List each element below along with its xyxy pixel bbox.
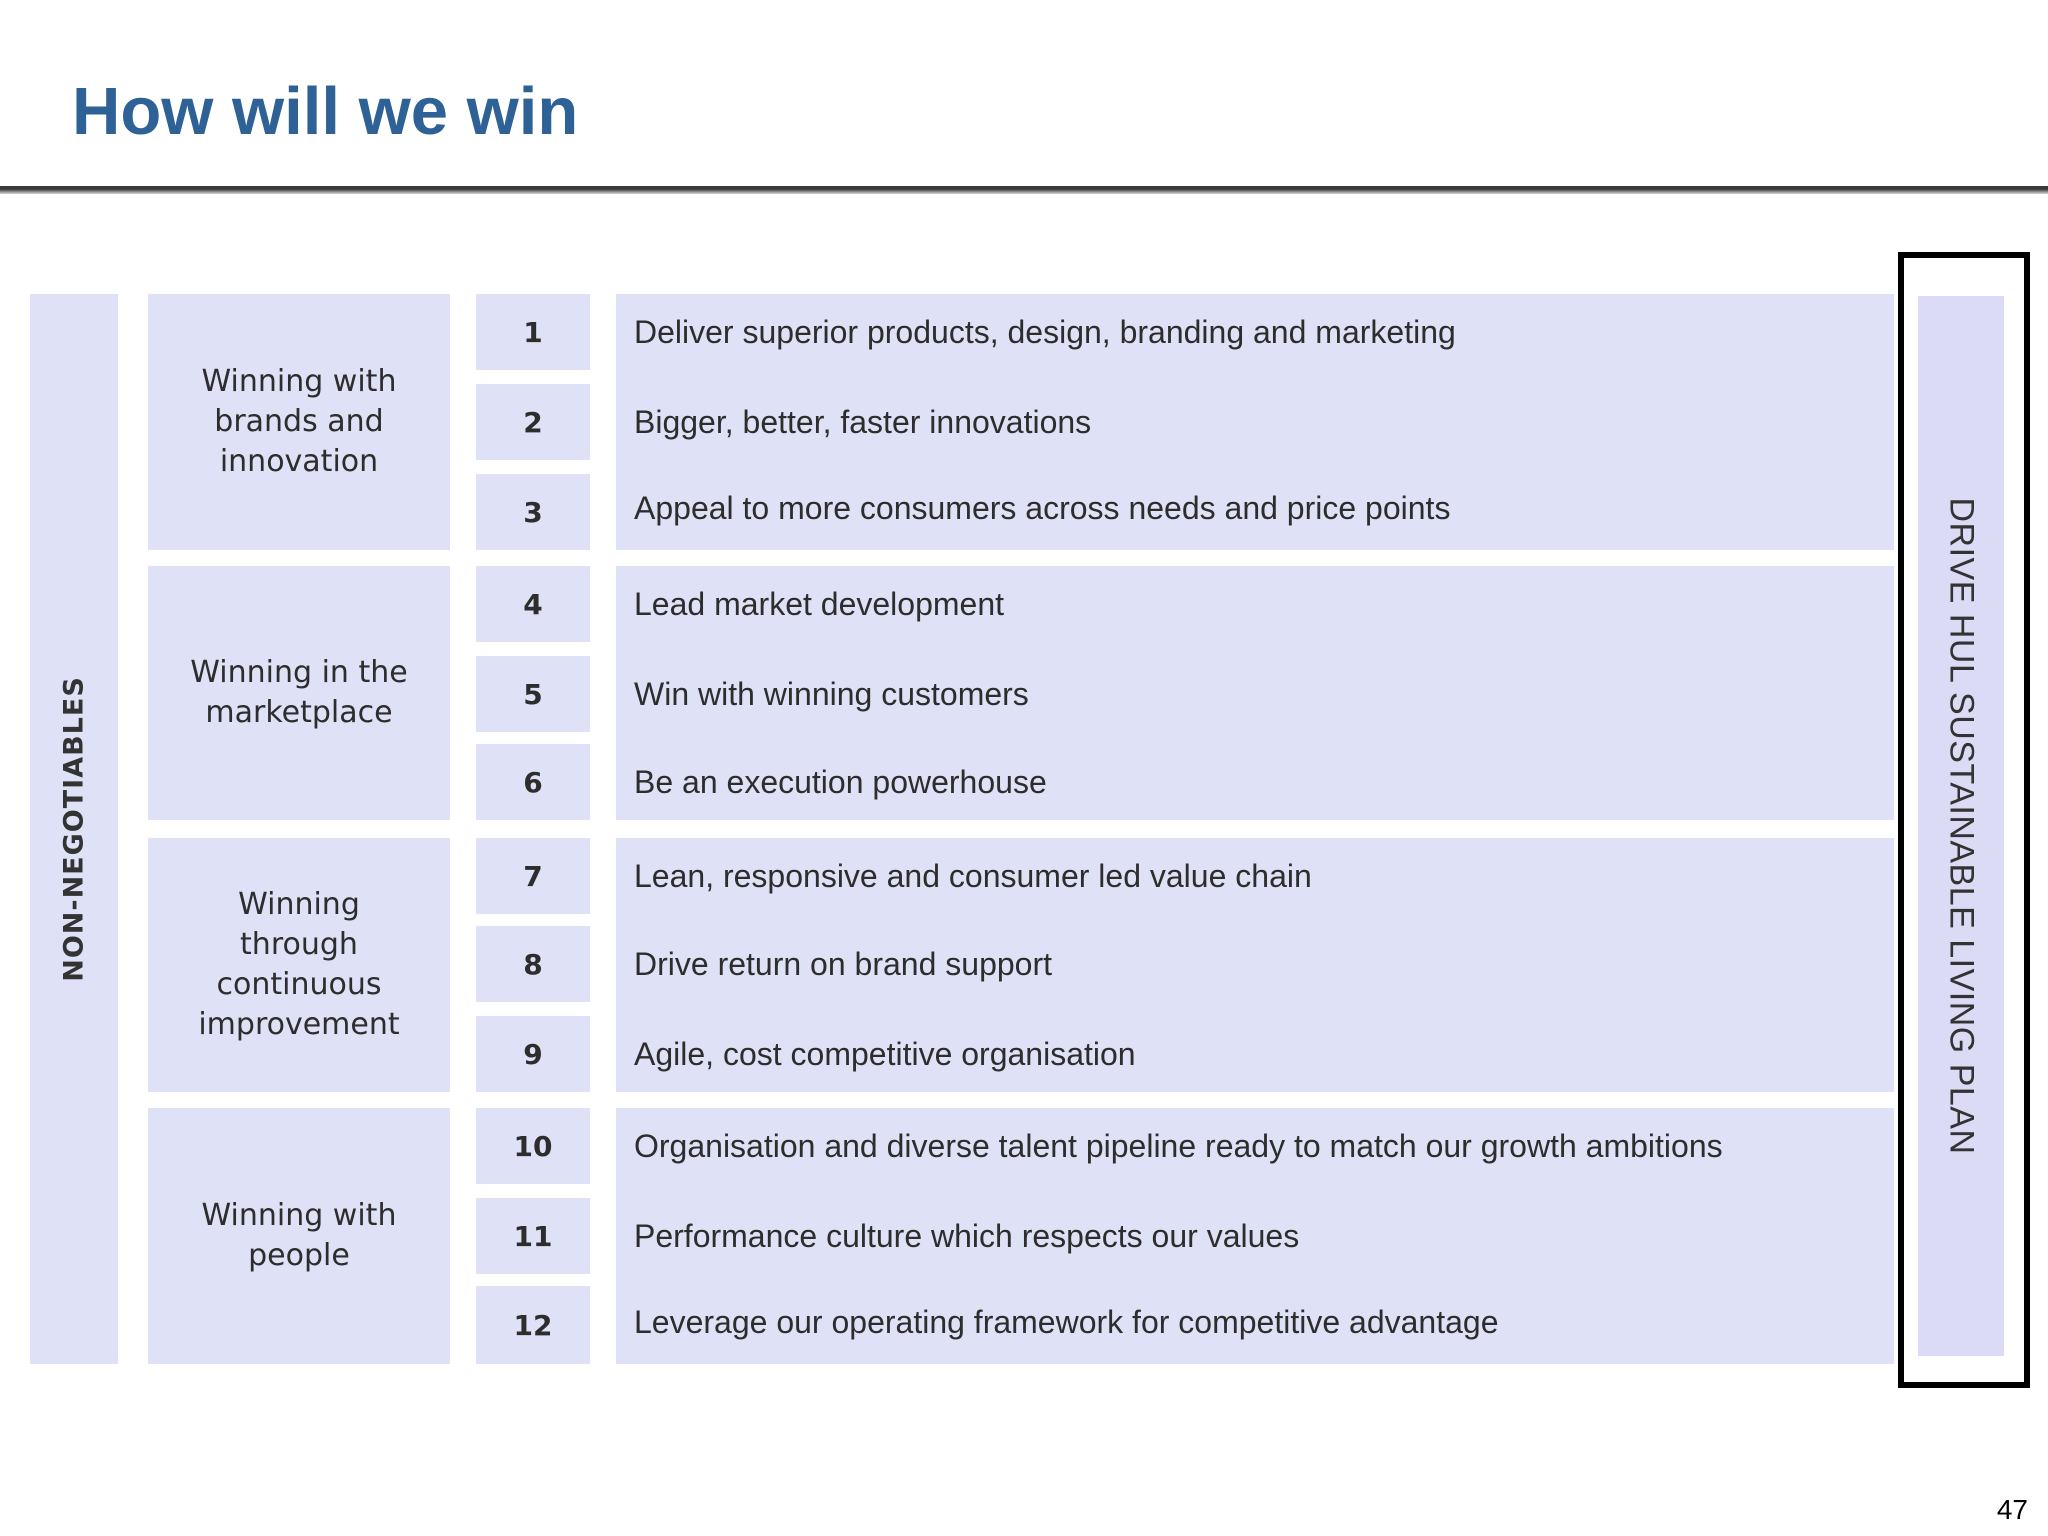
item-text: Appeal to more consumers across needs and price points <box>634 490 1451 526</box>
page-number: 47 <box>1996 1494 2028 1525</box>
item-number-cell <box>476 744 590 820</box>
item-text: Deliver superior products, design, branding and marketing <box>634 314 1456 350</box>
item-number-cell <box>476 474 590 550</box>
item-number: 2 <box>523 405 543 439</box>
item-number-cell <box>476 838 590 914</box>
item-text: Win with winning customers <box>634 676 1029 712</box>
item-text: Drive return on brand support <box>634 946 1052 982</box>
item-number: 7 <box>523 859 543 893</box>
living-plan-label: DRIVE HUL SUSTAINABLE LIVING PLAN <box>1942 497 1981 1155</box>
item-text: Leverage our operating framework for competitive advantage <box>634 1304 1499 1340</box>
item-number-cell <box>476 656 590 732</box>
group-label: Winning in the marketplace <box>190 655 408 730</box>
item-text: Agile, cost competitive organisation <box>634 1036 1136 1072</box>
item-number: 9 <box>523 1037 543 1071</box>
item-text: Lean, responsive and consumer led value chain <box>634 858 1312 894</box>
group-label: Winning with people <box>201 1198 397 1273</box>
item-text: Performance culture which respects our values <box>634 1218 1300 1254</box>
living-plan-band <box>1918 296 2004 1356</box>
item-number-cell <box>476 294 590 370</box>
slide-title: How will we win <box>72 74 579 149</box>
group-cell <box>148 1108 450 1364</box>
group-cell <box>148 838 450 1092</box>
item-number: 12 <box>513 1308 553 1342</box>
item-number: 11 <box>513 1219 553 1253</box>
item-text: Organisation and diverse talent pipeline ready to match our growth ambitions <box>634 1128 1723 1164</box>
item-number-cell <box>476 926 590 1002</box>
non-negotiables-label: NON-NEGOTIABLES <box>58 676 90 982</box>
item-number: 6 <box>523 765 543 799</box>
item-number: 10 <box>513 1129 553 1163</box>
item-number: 8 <box>523 947 543 981</box>
item-number-cell <box>476 384 590 460</box>
item-number: 1 <box>523 315 543 349</box>
non-negotiables-band <box>30 294 118 1364</box>
group-cell <box>148 566 450 820</box>
item-number-cell <box>476 1016 590 1092</box>
item-number: 4 <box>523 587 543 621</box>
group-label: Winning with brands and innovation <box>201 364 397 479</box>
group-label: Winning through continuous improvement <box>198 887 400 1042</box>
item-text: Bigger, better, faster innovations <box>634 404 1092 440</box>
item-number-cell <box>476 1286 590 1364</box>
item-number: 3 <box>523 495 543 529</box>
item-text: Be an execution powerhouse <box>634 764 1047 800</box>
group-cell <box>148 294 450 550</box>
item-text: Lead market development <box>634 586 1004 622</box>
item-number-cell <box>476 566 590 642</box>
title-divider <box>0 186 2048 194</box>
item-number: 5 <box>523 677 543 711</box>
item-number-cell <box>476 1198 590 1274</box>
item-number-cell <box>476 1108 590 1184</box>
